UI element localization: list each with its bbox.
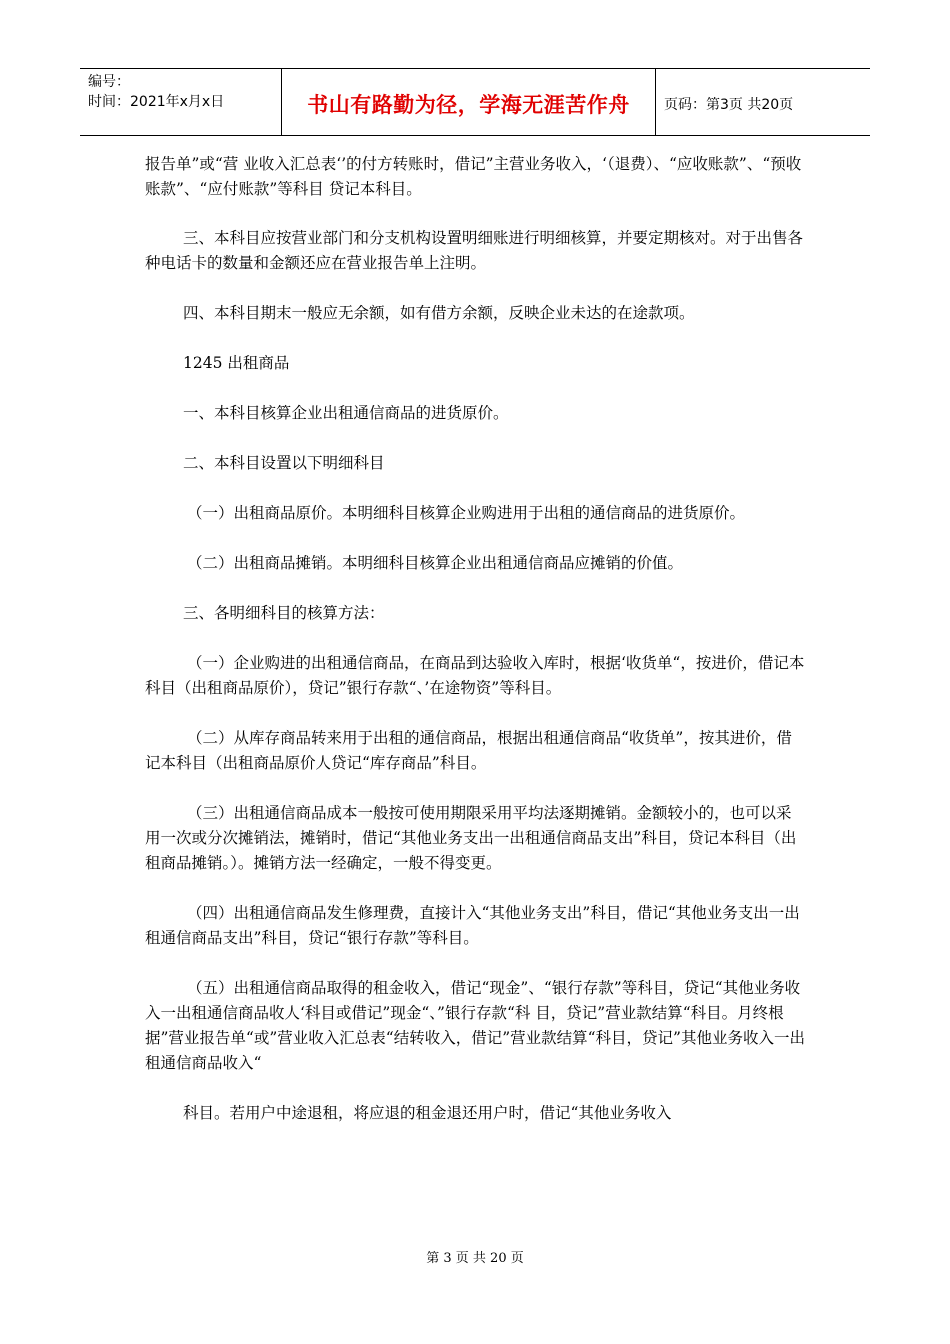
paragraph: 报告单”或“营 业收入汇总表‘’的付方转账时，借记”主营业务收入，‘（退费）、“应收账款”、“预收账款”、“应付账款”等科目 贷记本科目。: [145, 155, 802, 198]
document-number: 编号：: [88, 74, 130, 90]
paragraph: 一、本科目核算企业出租通信商品的进货原价。: [183, 404, 509, 422]
paragraph: 二、本科目设置以下明细科目: [183, 454, 385, 472]
header-meta-cell: [80, 69, 282, 135]
document-body: [145, 152, 805, 1151]
paragraph: （二）从库存商品转来用于出租的通信商品，根据出租通信商品“收货单”，按其进价，借记本科目（出租商品原价人贷记“库存商品”科目。: [145, 729, 792, 772]
paragraph: 科目。若用户中途退租，将应退的租金退还用户时，借记“其他业务收入: [183, 1104, 672, 1122]
paragraph: 三、本科目应按营业部门和分支机构设置明细账进行明细核算，并要定期核对。对于出售各种电话卡的数量和金额还应在营业报告单上注明。: [145, 229, 804, 272]
paragraph: （五）出租通信商品取得的租金收入，借记“现金”、“银行存款”等科目，贷记“其他业务收入一出租通信商品收人‘科目或借记”现金“、”银行存款“科 目，贷记”营业款结算“科目。月终根据”营业报告单“或”营业收入汇总表“结转收入，借记”营业款结算“科目，贷记”其他业务收入一出租通信商品收入“: [145, 979, 805, 1072]
paragraph: （一）出租商品原价。本明细科目核算企业购进用于出租的通信商品的进货原价。: [187, 504, 746, 522]
paragraph: 三、各明细科目的核算方法：: [183, 604, 385, 622]
motto-text: 书山有路勤为径，学海无涯苦作舟: [307, 93, 630, 117]
paragraph: （三）出租通信商品成本一般按可使用期限采用平均法逐期摊销。金额较小的，也可以采用一次或分次摊销法，摊销时，借记“其他业务支出一出租通信商品支出”科目，贷记本科目（出租商品摊销。）。摊销方法一经确定，一般不得变更。: [145, 804, 797, 872]
paragraph: 四、本科目期末一般应无余额，如有借方余额，反映企业未达的在途款项。: [183, 304, 695, 322]
section-heading: 1245 出租商品: [183, 354, 290, 372]
header-motto-cell: [282, 69, 656, 135]
paragraph: （四）出租通信商品发生修理费，直接计入“其他业务支出”科目，借记“其他业务支出一出租通信商品支出”科目，贷记“银行存款”等科目。: [145, 904, 800, 947]
page-code: 页码：第3页 共20页: [664, 97, 794, 113]
paragraph: （一）企业购进的出租通信商品，在商品到达验收入库时，根据‘收货单“，按进价，借记本科目（出租商品原价），贷记”银行存款“、’在途物资”等科目。: [145, 654, 805, 697]
paragraph: （二）出租商品摊销。本明细科目核算企业出租通信商品应摊销的价值。: [187, 554, 684, 572]
page-header: [80, 68, 870, 136]
document-time: 时间：2021年x月x日: [88, 94, 225, 110]
page-footer: 第 3 页 共 20 页: [426, 1251, 524, 1266]
header-page-cell: [656, 69, 870, 135]
